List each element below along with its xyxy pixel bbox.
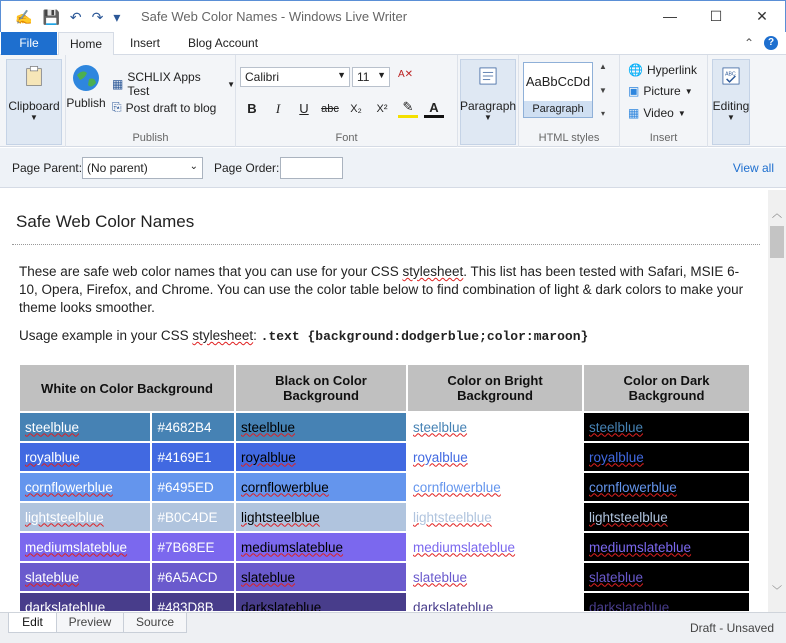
blog-name: SCHLIX Apps Test	[127, 70, 201, 98]
header-white-on-color: White on Color Background	[20, 365, 234, 411]
status-text: Draft - Unsaved	[689, 621, 774, 635]
white-on-color-cell-text: slateblue	[25, 569, 80, 585]
insert-group-label: Insert	[649, 132, 678, 144]
color-on-bright-cell	[408, 413, 582, 441]
header-black-on-color: Black on Color Background	[236, 365, 406, 411]
white-on-color-cell-text: royalblue	[25, 449, 80, 465]
publish-group	[66, 55, 236, 147]
maximize-button[interactable]: ☐	[709, 8, 723, 24]
paragraph-icon	[477, 65, 499, 87]
tab-source[interactable]: Source	[123, 613, 187, 633]
table-row	[20, 593, 749, 611]
hyperlink-button[interactable]	[628, 63, 697, 77]
scroll-up-icon[interactable]: ︿	[772, 209, 782, 220]
close-button[interactable]: ✕	[756, 8, 768, 24]
color-on-bright-cell	[408, 533, 582, 561]
color-on-dark-cell-text: lightsteelblue	[589, 509, 668, 525]
chevron-down-icon: ▼	[30, 113, 38, 122]
title-bar	[0, 0, 786, 32]
tab-home[interactable]: Home	[58, 32, 114, 56]
insert-group	[620, 55, 708, 147]
font-size-select[interactable]	[352, 67, 390, 87]
editing-button-content	[709, 65, 753, 122]
page-parent-label: Page Parent:	[12, 161, 83, 175]
black-on-color-cell-text: steelblue	[241, 419, 296, 435]
color-on-dark-cell	[584, 593, 749, 611]
font-family-select[interactable]	[240, 67, 350, 87]
black-on-color-cell	[236, 503, 406, 531]
vertical-scrollbar[interactable]	[768, 190, 786, 612]
style-gallery-item[interactable]	[523, 62, 593, 118]
picture-icon: ▣	[628, 84, 640, 98]
table-row	[20, 443, 749, 471]
hex-cell-text: #4169E1	[157, 449, 212, 465]
page-parent-value: (No parent)	[87, 161, 148, 175]
hex-cell	[152, 413, 234, 441]
ribbon-tabs	[0, 32, 786, 55]
black-on-color-cell-text: mediumslateblue	[241, 539, 344, 555]
page-order-input[interactable]	[280, 157, 343, 179]
table-row	[20, 503, 749, 531]
scroll-down-icon[interactable]: ﹀	[772, 586, 782, 597]
color-on-bright-cell-text: lightsteelblue	[413, 509, 492, 525]
globe-icon	[71, 63, 101, 93]
hex-cell	[152, 563, 234, 591]
chevron-down-icon: ▼	[377, 70, 386, 80]
clear-formatting-icon[interactable]: A✕	[398, 69, 414, 80]
color-on-dark-cell-text: steelblue	[589, 419, 644, 435]
usage-text-b: :	[253, 328, 261, 343]
post-draft-label: Post draft to blog	[125, 100, 217, 115]
intro-paragraph	[19, 263, 749, 317]
white-on-color-cell-text: mediumslateblue	[25, 539, 128, 555]
color-on-dark-cell	[584, 563, 749, 591]
usage-paragraph	[19, 328, 588, 344]
white-on-color-cell-text: steelblue	[25, 419, 80, 435]
black-on-color-cell	[236, 473, 406, 501]
properties-bar	[0, 148, 786, 188]
white-on-color-cell	[20, 443, 150, 471]
post-title[interactable]: Safe Web Color Names	[16, 212, 195, 231]
color-on-dark-cell	[584, 413, 749, 441]
color-on-bright-cell	[408, 503, 582, 531]
color-table-body	[20, 413, 749, 611]
hex-cell	[152, 593, 234, 611]
color-on-bright-cell-text: slateblue	[413, 569, 468, 585]
editing-label: Editing	[712, 99, 750, 113]
style-name: Paragraph	[524, 101, 592, 117]
gallery-more-icon[interactable]: ▾	[600, 109, 605, 118]
font-size-value: 11	[357, 70, 370, 84]
chevron-down-icon: ⌄	[189, 161, 198, 172]
white-on-color-cell	[20, 533, 150, 561]
hex-cell-text: #B0C4DE	[157, 509, 218, 525]
hyperlink-icon: 🌐	[628, 63, 643, 77]
spellcheck-icon	[720, 65, 742, 87]
hex-cell-text: #4682B4	[157, 419, 212, 435]
page-parent-select[interactable]	[82, 157, 203, 179]
paragraph-button-content	[460, 65, 516, 122]
status-bar	[0, 612, 786, 643]
tab-preview[interactable]: Preview	[56, 613, 124, 633]
highlight-button[interactable]: ✎	[398, 99, 418, 118]
hex-cell	[152, 443, 234, 471]
page-order-label: Page Order:	[214, 161, 280, 175]
color-on-dark-cell	[584, 473, 749, 501]
font-group	[236, 55, 458, 147]
help-icon[interactable]: ?	[764, 36, 778, 50]
font-group-label: Font	[335, 132, 358, 144]
intro-misspelled-word: stylesheet	[402, 264, 464, 279]
white-on-color-cell	[20, 413, 150, 441]
color-on-dark-cell-text: cornflowerblue	[589, 479, 677, 495]
style-sample: AaBbCcDd	[525, 74, 591, 89]
video-label: Video	[643, 106, 674, 120]
hex-cell	[152, 533, 234, 561]
scroll-thumb[interactable]	[770, 226, 784, 258]
video-icon: ▦	[628, 106, 640, 120]
white-on-color-cell	[20, 593, 150, 611]
chevron-down-icon: ▼	[484, 113, 492, 122]
hex-cell-text: #6A5ACD	[157, 569, 218, 585]
editor-canvas[interactable]	[2, 191, 768, 611]
font-family-value: Calibri	[245, 70, 280, 84]
chevron-down-icon: ▼	[727, 113, 735, 122]
color-on-bright-cell-text: mediumslateblue	[413, 539, 516, 555]
color-on-bright-cell-text: darkslateblue	[413, 599, 494, 611]
subscript-button[interactable]: X₂	[350, 102, 362, 115]
font-color-button[interactable]: A	[424, 100, 444, 118]
color-on-dark-cell-text: darkslateblue	[589, 599, 670, 611]
title-divider	[12, 244, 760, 245]
color-on-bright-cell	[408, 593, 582, 611]
black-on-color-cell	[236, 563, 406, 591]
picture-button[interactable]	[628, 84, 693, 98]
chevron-down-icon: ▼	[684, 86, 693, 96]
color-on-bright-cell	[408, 443, 582, 471]
html-styles-group-label: HTML styles	[538, 132, 600, 144]
ribbon	[0, 55, 786, 147]
black-on-color-cell-text: cornflowerblue	[241, 479, 329, 495]
ribbon-tab-tools	[744, 36, 778, 50]
hex-cell-text: #6495ED	[157, 479, 214, 495]
color-on-bright-cell-text: steelblue	[413, 419, 468, 435]
tab-insert[interactable]: Insert	[130, 36, 161, 50]
color-on-dark-cell-text: slateblue	[589, 569, 644, 585]
chevron-down-icon: ▼	[337, 70, 346, 80]
black-on-color-cell	[236, 593, 406, 611]
hex-cell	[152, 503, 234, 531]
clipboard-group	[0, 55, 66, 147]
svg-text:ABC: ABC	[725, 71, 736, 78]
save-icon[interactable]: 💾	[42, 9, 60, 25]
publish-label: Publish	[66, 96, 106, 110]
white-on-color-cell	[20, 563, 150, 591]
window-title: Safe Web Color Names - Windows Live Writer	[141, 9, 408, 24]
clipboard-label: Clipboard	[8, 99, 60, 113]
bold-button[interactable]: B	[247, 101, 257, 116]
blog-icon: ▦	[112, 77, 124, 91]
hyperlink-label: Hyperlink	[646, 63, 697, 77]
underline-button[interactable]: U	[299, 101, 309, 116]
app-logo-icon: ✍	[15, 9, 33, 25]
white-on-color-cell	[20, 473, 150, 501]
color-table-header	[20, 365, 749, 411]
usage-misspelled-word: stylesheet	[192, 328, 254, 343]
clipboard-icon	[23, 65, 45, 87]
strikethrough-button[interactable]: abc	[321, 102, 339, 115]
white-on-color-cell-text: cornflowerblue	[25, 479, 113, 495]
color-on-dark-cell	[584, 533, 749, 561]
black-on-color-cell-text: darkslateblue	[241, 599, 322, 611]
gallery-up-icon[interactable]: ▲	[599, 62, 607, 71]
white-on-color-cell	[20, 503, 150, 531]
black-on-color-cell	[236, 533, 406, 561]
publish-button[interactable]	[66, 63, 106, 110]
publish-group-label: Publish	[132, 132, 169, 144]
post-draft-icon: ⎘	[112, 100, 122, 114]
picture-label: Picture	[643, 84, 681, 98]
color-on-dark-cell	[584, 503, 749, 531]
chevron-down-icon: ▼	[677, 108, 686, 118]
hex-cell-text: #483D8B	[157, 599, 214, 611]
table-row	[20, 533, 749, 561]
undo-icon[interactable]: ↶	[69, 9, 82, 25]
black-on-color-cell	[236, 413, 406, 441]
clipboard-button-content	[6, 65, 62, 122]
color-on-dark-cell-text: mediumslateblue	[589, 539, 692, 555]
header-color-on-bright: Color on Bright Background	[408, 365, 582, 411]
post-draft-button[interactable]	[112, 100, 216, 115]
black-on-color-cell-text: royalblue	[241, 449, 296, 465]
superscript-button[interactable]: X²	[376, 102, 388, 115]
color-on-dark-cell-text: royalblue	[589, 449, 644, 465]
gallery-scroll	[596, 62, 610, 118]
black-on-color-cell	[236, 443, 406, 471]
tab-edit[interactable]: Edit	[8, 613, 57, 633]
paragraph-label: Paragraph	[460, 99, 517, 113]
video-button[interactable]	[628, 106, 686, 120]
usage-text-a: Usage example in your CSS	[19, 328, 193, 343]
color-on-bright-cell-text: cornflowerblue	[413, 479, 501, 495]
minimize-button[interactable]: —	[663, 8, 677, 24]
usage-code: .text {background:dodgerblue;color:maroon}	[260, 329, 589, 344]
window-controls	[647, 1, 785, 32]
white-on-color-cell-text: lightsteelblue	[25, 509, 104, 525]
hex-cell-text: #7B68EE	[157, 539, 215, 555]
white-on-color-cell-text: darkslateblue	[25, 599, 106, 611]
tab-file[interactable]: File	[1, 32, 57, 55]
intro-text-b: . This list has been tested with Safari, MSIE 6-10, Opera, Firefox, and Chrome. You can use the color table below to find combination of light & dark colors to make your theme looks smoother.	[19, 264, 744, 315]
black-on-color-cell-text: lightsteelblue	[241, 509, 320, 525]
color-on-bright-cell	[408, 473, 582, 501]
gallery-down-icon[interactable]: ▼	[599, 85, 607, 95]
chevron-down-icon: ▼	[227, 79, 235, 89]
italic-button[interactable]: I	[275, 100, 281, 116]
intro-text-a: These are safe web color names that you can use for your CSS	[19, 264, 403, 279]
color-on-bright-cell-text: royalblue	[413, 449, 468, 465]
blog-selector[interactable]	[112, 70, 235, 98]
table-row	[20, 473, 749, 501]
color-on-bright-cell	[408, 563, 582, 591]
tab-blog-account[interactable]: Blog Account	[188, 36, 259, 50]
table-row	[20, 413, 749, 441]
hex-cell	[152, 473, 234, 501]
black-on-color-cell-text: slateblue	[241, 569, 296, 585]
color-table	[18, 363, 751, 611]
header-color-on-dark: Color on Dark Background	[584, 365, 749, 411]
quick-access-toolbar	[15, 8, 120, 26]
table-row	[20, 563, 749, 591]
collapse-ribbon-icon[interactable]: ⌃	[743, 36, 754, 50]
font-format-row	[242, 99, 444, 118]
view-all-link[interactable]: View all	[732, 161, 774, 175]
redo-icon[interactable]: ↷	[91, 9, 104, 25]
color-on-dark-cell	[584, 443, 749, 471]
customize-qat-icon[interactable]: ▾	[113, 9, 121, 25]
